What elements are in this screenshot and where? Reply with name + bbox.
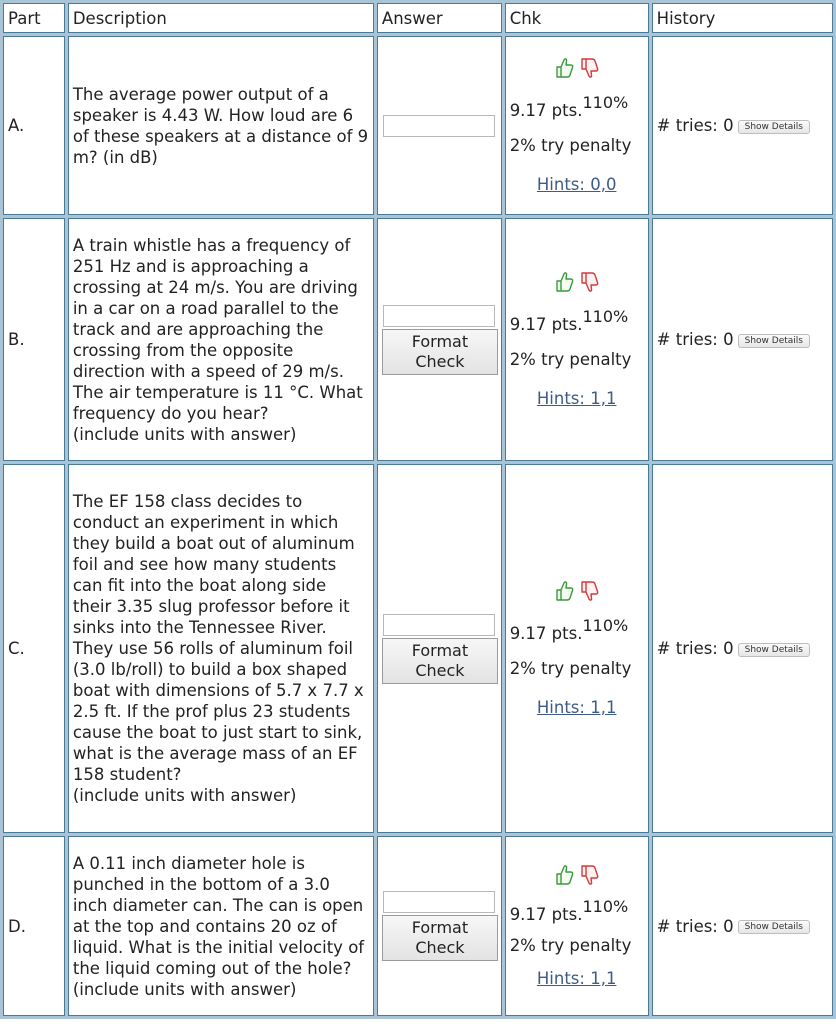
- answer-input[interactable]: [383, 305, 495, 327]
- table-row: [3, 36, 833, 215]
- answer-input[interactable]: [383, 115, 495, 137]
- try-penalty: 2% try penalty: [509, 935, 632, 955]
- history-cell: [652, 218, 833, 461]
- feedback-icons: [510, 270, 644, 296]
- percent: 110%: [582, 616, 629, 635]
- tries-count: # tries: 0: [656, 116, 734, 135]
- table-row: [3, 836, 833, 1016]
- table-row: [3, 464, 833, 833]
- history-cell: [652, 464, 833, 833]
- thumbs-down-icon: [579, 57, 599, 76]
- check-cell: [505, 218, 649, 461]
- question-text: A 0.11 inch diameter hole is punched in the bottom of a 3.0 inch diameter can. The can is open at the top and contains 20 oz of liquid. What is the initial velocity of the liquid coming out of the hole?: [72, 853, 365, 978]
- format-check-button[interactable]: Format Check: [382, 638, 498, 684]
- show-details-button[interactable]: Show Details: [738, 334, 810, 348]
- question-text: A train whistle has a frequency of 251 Hz and is approaching a crossing at 24 m/s. You are driving in a car on a road parallel to the track and are approaching the crossing from the opposite direction with a speed of 29 m/s. The air temperature is 11 °C. What frequency do you hear?: [72, 235, 363, 423]
- table-row: [3, 218, 833, 461]
- feedback-icons: [510, 579, 644, 605]
- points: [510, 896, 644, 925]
- question-description: [68, 464, 374, 833]
- check-cell: [505, 836, 649, 1016]
- part-label: B.: [3, 218, 65, 461]
- points: [510, 92, 644, 121]
- units-note: (include units with answer): [72, 786, 297, 805]
- header-chk: Chk: [505, 3, 649, 33]
- try-penalty: 2% try penalty: [509, 350, 632, 369]
- format-check-button[interactable]: Format Check: [382, 915, 498, 961]
- feedback-icons: [510, 56, 644, 82]
- answer-cell: [377, 464, 502, 833]
- header-description: Description: [68, 3, 374, 33]
- try-penalty: 2% try penalty: [509, 659, 632, 678]
- percent: 110%: [582, 93, 629, 112]
- answer-cell: [377, 836, 502, 1016]
- points: [510, 615, 644, 644]
- tries-count: # tries: 0: [656, 330, 734, 349]
- thumbs-down-icon: [579, 580, 599, 599]
- header-row: [3, 3, 833, 33]
- units-note: (include units with answer): [72, 979, 297, 999]
- history-cell: [652, 836, 833, 1016]
- question-text: The average power output of a speaker is 4.43 W. How loud are 6 of these speakers at a distance of 9 m? (in dB): [72, 84, 369, 167]
- units-note: (include units with answer): [72, 424, 297, 444]
- show-details-button[interactable]: Show Details: [738, 643, 810, 657]
- header-answer: Answer: [377, 3, 502, 33]
- points-value: 9.17 pts.: [509, 904, 583, 924]
- header-history: History: [652, 3, 833, 33]
- format-check-button[interactable]: Format Check: [382, 329, 498, 375]
- show-details-button[interactable]: Show Details: [738, 120, 810, 134]
- points: [510, 306, 644, 335]
- points-value: 9.17 pts.: [509, 624, 583, 643]
- history-cell: [652, 36, 833, 215]
- thumbs-up-icon: [554, 580, 579, 599]
- answer-input[interactable]: [383, 891, 495, 913]
- try-penalty: 2% try penalty: [509, 136, 632, 155]
- show-details-button[interactable]: Show Details: [738, 920, 810, 934]
- tries-count: # tries: 0: [656, 916, 734, 936]
- part-label: C.: [3, 464, 65, 833]
- points-value: 9.17 pts.: [509, 101, 583, 120]
- check-cell: [505, 464, 649, 833]
- tries-count: # tries: 0: [656, 639, 734, 658]
- question-description: [68, 836, 374, 1016]
- part-label: A.: [3, 36, 65, 215]
- feedback-icons: [510, 864, 644, 890]
- thumbs-down-icon: [579, 865, 599, 884]
- thumbs-up-icon: [554, 865, 579, 884]
- answer-input[interactable]: [383, 614, 495, 636]
- hints-link[interactable]: Hints: 1,1: [536, 698, 617, 717]
- question-description: [68, 218, 374, 461]
- hints-link[interactable]: Hints: 1,1: [536, 968, 617, 988]
- thumbs-down-icon: [579, 271, 599, 290]
- percent: 110%: [582, 307, 629, 326]
- hints-link[interactable]: Hints: 0,0: [536, 175, 617, 194]
- part-label: D.: [3, 836, 65, 1016]
- answer-cell: [377, 218, 502, 461]
- thumbs-up-icon: [554, 57, 579, 76]
- hints-link[interactable]: Hints: 1,1: [536, 389, 617, 408]
- header-part: Part: [3, 3, 65, 33]
- percent: 110%: [582, 896, 629, 916]
- check-cell: [505, 36, 649, 215]
- answer-cell: [377, 36, 502, 215]
- question-text: The EF 158 class decides to conduct an experiment in which they build a boat out of aluminum foil and see how many students can fit into the boat along side their 3.35 slug professor before it sinks into the Tennessee River. They use 56 rolls of aluminum foil (3.0 lb/roll) to build a box shaped boat with dimensions of 5.7 x 7.7 x 2.5 ft. If the prof plus 23 students cause the boat to just start to sink, what is the average mass of an EF 158 student?: [72, 492, 364, 784]
- question-description: [68, 36, 374, 215]
- points-value: 9.17 pts.: [509, 315, 583, 334]
- thumbs-up-icon: [554, 271, 579, 290]
